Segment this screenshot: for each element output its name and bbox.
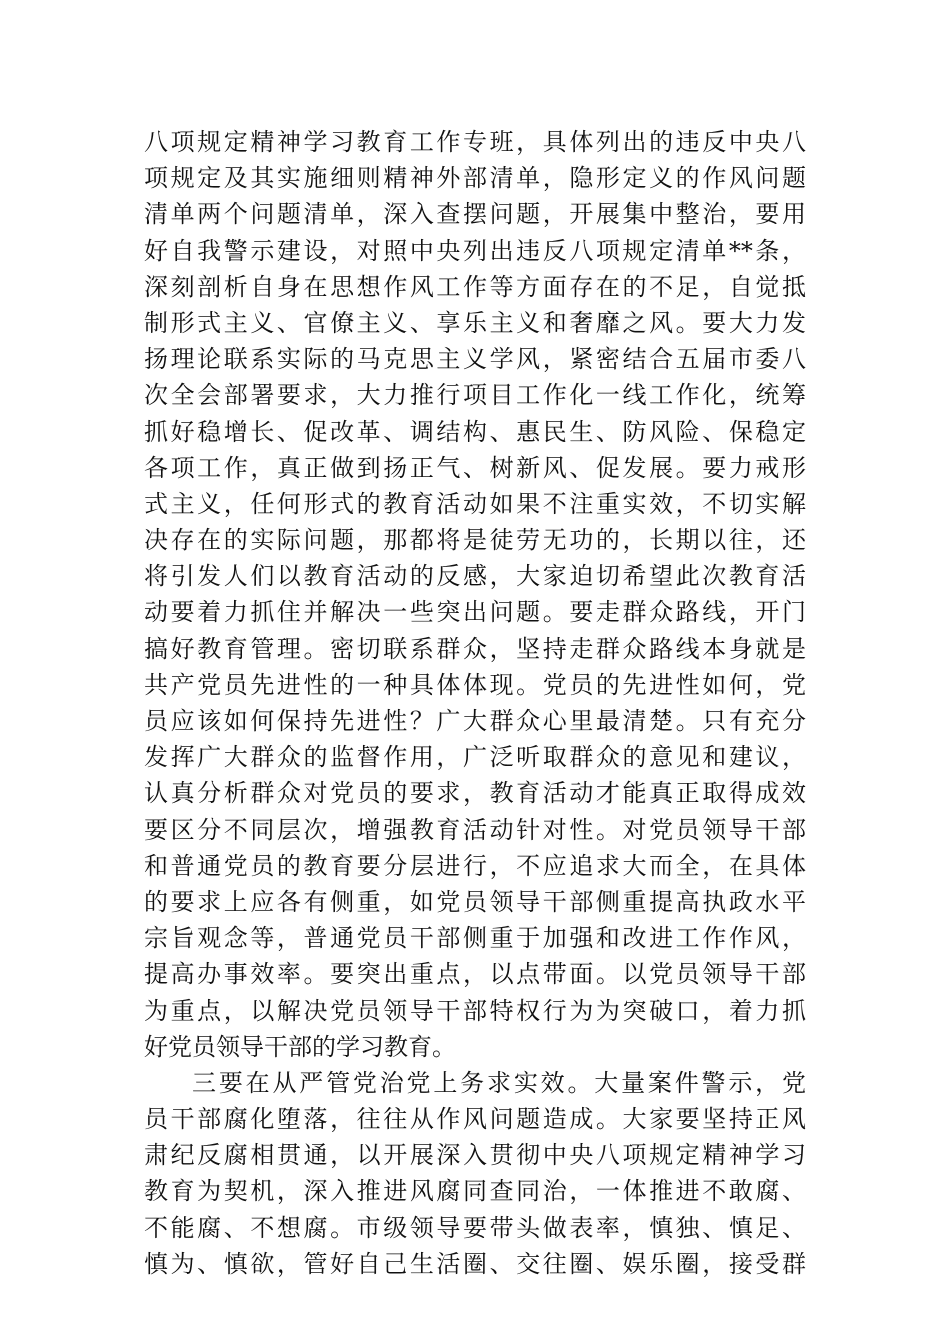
text-line: 和普通党员的教育要分层进行，不应追求大而全，在具体 (144, 851, 806, 880)
document-page (144, 124, 806, 1282)
text-line: 不能腐、不想腐。市级领导要带头做表率，慎独、慎足、 (144, 1213, 806, 1242)
text-line: 将引发人们以教育活动的反感，大家迫切希望此次教育活 (144, 562, 806, 591)
text-line: 好党员领导干部的学习教育。 (144, 1032, 456, 1061)
text-line: 三要在从严管党治党上务求实效。大量案件警示，党 (192, 1068, 806, 1097)
text-line: 要区分不同层次，增强教育活动针对性。对党员领导干部 (144, 815, 806, 844)
text-line: 慎为、慎欲，管好自己生活圈、交往圈、娱乐圈，接受群 (144, 1249, 806, 1278)
text-line: 搞好教育管理。密切联系群众，坚持走群众路线本身就是 (144, 634, 806, 663)
text-line: 八项规定精神学习教育工作专班，具体列出的违反中央八 (144, 128, 806, 156)
text-line: 认真分析群众对党员的要求，教育活动才能真正取得成效 (144, 779, 806, 808)
text-line: 提高办事效率。要突出重点，以点带面。以党员领导干部 (144, 960, 806, 989)
text-line: 动要着力抓住并解决一些突出问题。要走群众路线，开门 (144, 598, 806, 627)
text-line: 清单两个问题清单，深入查摆问题，开展集中整治，要用 (144, 200, 806, 229)
text-line: 扬理论联系实际的马克思主义学风，紧密结合五届市委八 (144, 345, 806, 374)
text-line: 肃纪反腐相贯通，以开展深入贯彻中央八项规定精神学习 (144, 1141, 806, 1170)
text-line: 宗旨观念等，普通党员干部侧重于加强和改进工作作风， (144, 924, 806, 953)
paragraph-1 (144, 124, 806, 1065)
text-line: 制形式主义、官僚主义、享乐主义和奢靡之风。要大力发 (144, 308, 806, 337)
text-line: 好自我警示建设，对照中央列出违反八项规定清单**条， (144, 236, 806, 265)
text-line: 员干部腐化堕落，往往从作风问题造成。大家要坚持正风 (144, 1105, 806, 1134)
text-line: 为重点，以解决党员领导干部特权行为为突破口，着力抓 (144, 996, 806, 1025)
text-line: 的要求上应各有侧重，如党员领导干部侧重提高执政水平 (144, 887, 806, 916)
text-line: 员应该如何保持先进性？广大群众心里最清楚。只有充分 (144, 707, 806, 735)
text-line: 式主义，任何形式的教育活动如果不注重实效，不切实解 (144, 489, 806, 518)
text-line: 项规定及其实施细则精神外部清单，隐形定义的作风问题 (144, 164, 806, 193)
paragraph-2 (144, 1065, 806, 1282)
text-line: 教育为契机，深入推进风腐同查同治，一体推进不敢腐、 (144, 1177, 806, 1206)
text-line: 共产党员先进性的一种具体体现。党员的先进性如何，党 (144, 670, 806, 699)
text-line: 次全会部署要求，大力推行项目工作化一线工作化，统筹 (144, 381, 806, 410)
text-line: 发挥广大群众的监督作用，广泛听取群众的意见和建议， (144, 743, 806, 772)
text-line: 深刻剖析自身在思想作风工作等方面存在的不足，自觉抵 (144, 272, 806, 301)
text-line: 抓好稳增长、促改革、调结构、惠民生、防风险、保稳定 (144, 417, 806, 446)
text-line: 决存在的实际问题，那都将是徒劳无功的，长期以往，还 (144, 526, 806, 555)
text-line: 各项工作，真正做到扬正气、树新风、促发展。要力戒形 (144, 453, 806, 482)
